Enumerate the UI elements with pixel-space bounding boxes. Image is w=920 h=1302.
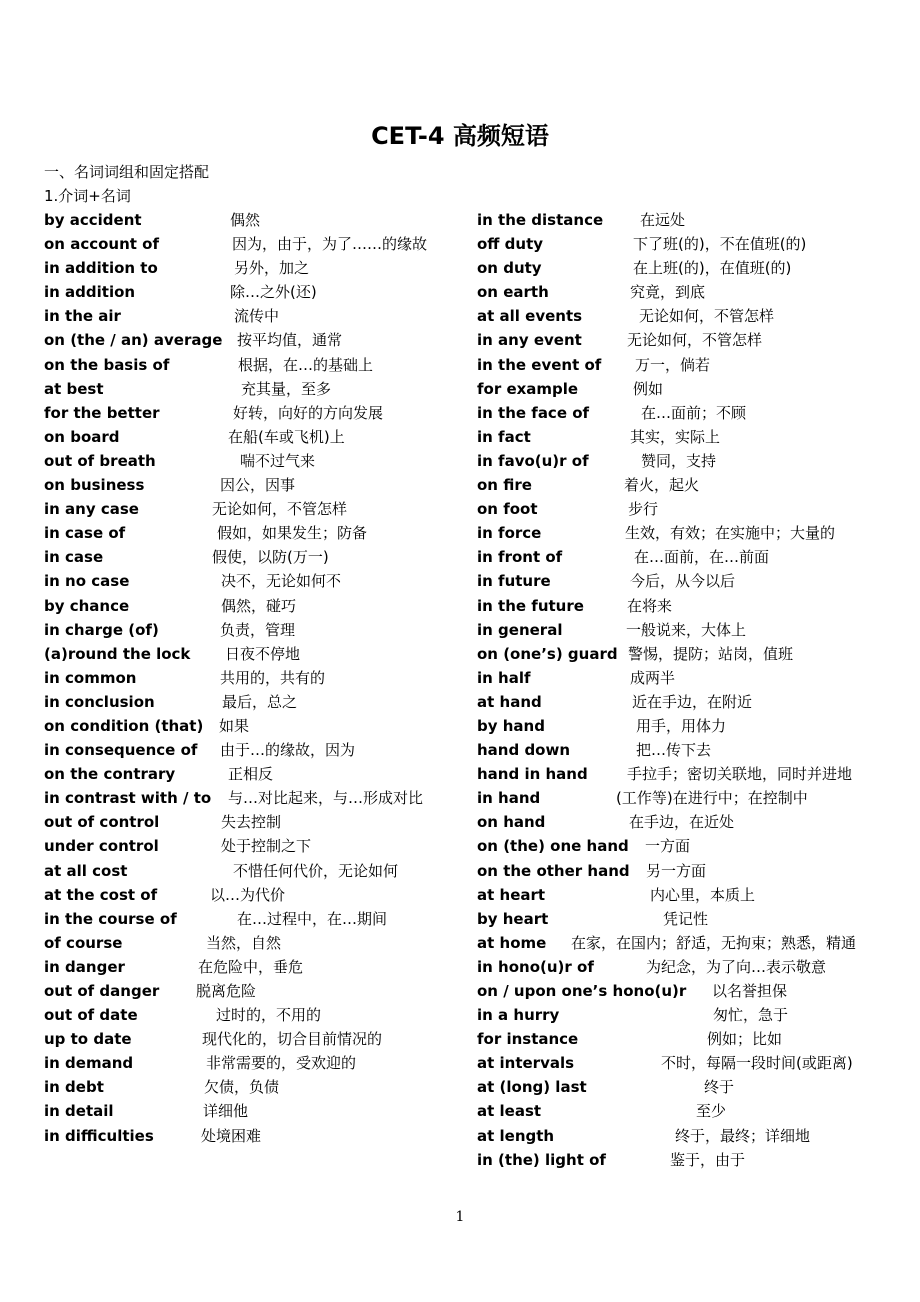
- phrase-chinese: 其实，实际上: [630, 427, 721, 446]
- phrase-english: in any event: [477, 331, 582, 350]
- phrase-row: [44, 258, 464, 282]
- phrase-row: [477, 210, 897, 234]
- phrase-english: on account of: [44, 235, 159, 254]
- phrase-english: in half: [477, 668, 531, 687]
- phrase-english: in hono(u)r of: [477, 957, 594, 976]
- phrase-english: out of control: [44, 813, 160, 832]
- phrase-row: [477, 234, 897, 258]
- phrase-row: [477, 403, 897, 427]
- phrase-row: [477, 306, 897, 330]
- phrase-row: [477, 692, 897, 716]
- phrase-row: [477, 764, 897, 788]
- phrase-chinese: 共用的，共有的: [220, 668, 326, 687]
- phrase-row: [44, 1077, 464, 1101]
- phrase-list-left: [44, 210, 464, 1150]
- phrase-row: [477, 499, 897, 523]
- phrase-row: [44, 1126, 464, 1150]
- phrase-chinese: 内心里，本质上: [650, 885, 756, 904]
- phrase-row: [477, 861, 897, 885]
- phrase-chinese: 近在手边，在附近: [632, 692, 753, 711]
- phrase-chinese: 在…过程中，在…期间: [237, 909, 388, 928]
- phrase-english: in the face of: [477, 403, 590, 422]
- phrase-english: in general: [477, 620, 563, 639]
- phrase-row: [477, 716, 897, 740]
- phrase-chinese: 如果: [219, 716, 250, 735]
- phrase-english: at (long) last: [477, 1078, 587, 1097]
- phrase-chinese: 欠债，负债: [204, 1078, 280, 1097]
- phrase-row: [477, 1029, 897, 1053]
- page-title: CET-4 高频短语: [371, 122, 549, 150]
- phrase-row: [477, 571, 897, 595]
- phrase-row: [44, 1053, 464, 1077]
- phrase-row: [477, 885, 897, 909]
- phrase-chinese: (工作等)在进行中；在控制中: [616, 789, 808, 808]
- phrase-row: [477, 547, 897, 571]
- phrase-chinese: 脱离危险: [196, 982, 257, 1000]
- phrase-chinese: 处于控制之下: [221, 837, 312, 856]
- phrase-chinese: 当然，自然: [206, 933, 282, 952]
- phrase-chinese: 生效，有效；在实施中；大量的: [625, 524, 836, 543]
- phrase-row: [44, 764, 464, 788]
- phrase-row: [477, 1150, 897, 1174]
- phrase-chinese: 今后，从今以后: [630, 572, 736, 591]
- page-number: 1: [455, 1209, 465, 1225]
- phrase-english: on / upon one’s hono(u)r: [477, 982, 687, 1000]
- phrase-english: in force: [477, 524, 542, 543]
- phrase-chinese: 好转，向好的方向发展: [233, 403, 384, 422]
- phrase-english: in no case: [44, 572, 130, 591]
- phrase-english: for instance: [477, 1030, 579, 1049]
- phrase-chinese: 除…之外(还): [230, 283, 317, 302]
- phrase-english: for the better: [44, 403, 160, 422]
- phrase-chinese: 根据，在…的基础上: [238, 355, 374, 374]
- phrase-english: in conclusion: [44, 692, 155, 711]
- phrase-english: at all events: [477, 307, 583, 326]
- section-heading: 一、名词词组和固定搭配: [44, 163, 210, 181]
- phrase-row: [477, 740, 897, 764]
- phrase-row: [44, 644, 464, 668]
- phrase-english: at home: [477, 933, 547, 952]
- phrase-row: [44, 306, 464, 330]
- phrase-english: by hand: [477, 716, 545, 735]
- phrase-row: [44, 427, 464, 451]
- phrase-english: in detail: [44, 1102, 114, 1121]
- phrase-chinese: 无论如何，不管怎样: [212, 500, 348, 519]
- phrase-chinese: 处境困难: [201, 1126, 262, 1145]
- phrase-row: [44, 909, 464, 933]
- phrase-english: out of danger: [44, 982, 160, 1000]
- phrase-english: by chance: [44, 596, 130, 615]
- phrase-row: [44, 812, 464, 836]
- phrase-chinese: 万一，倘若: [635, 355, 711, 374]
- phrase-row: [477, 451, 897, 475]
- phrase-row: [477, 812, 897, 836]
- phrase-english: in hand: [477, 789, 541, 808]
- phrase-chinese: 例如: [633, 379, 664, 398]
- phrase-chinese: 偶然: [230, 211, 261, 229]
- phrase-row: [44, 596, 464, 620]
- phrase-english: under control: [44, 837, 159, 856]
- phrase-row: [477, 788, 897, 812]
- phrase-chinese: 一方面: [645, 837, 691, 856]
- phrase-chinese: 成两半: [630, 668, 676, 687]
- phrase-english: in case of: [44, 524, 126, 543]
- phrase-row: [477, 933, 897, 957]
- phrase-chinese: 例如；比如: [707, 1030, 783, 1049]
- phrase-chinese: 另一方面: [646, 861, 707, 880]
- phrase-chinese: 凭记性: [663, 909, 709, 928]
- phrase-row: [44, 692, 464, 716]
- phrase-chinese: 在手边，在近处: [629, 813, 735, 832]
- phrase-row: [477, 427, 897, 451]
- phrase-row: [477, 836, 897, 860]
- phrase-list-right: [477, 210, 897, 1174]
- phrase-row: [44, 571, 464, 595]
- phrase-row: [477, 668, 897, 692]
- phrase-row: [477, 1005, 897, 1029]
- phrase-english: on foot: [477, 500, 538, 519]
- phrase-english: on the basis of: [44, 355, 170, 374]
- phrase-english: at least: [477, 1102, 542, 1121]
- phrase-row: [44, 282, 464, 306]
- phrase-row: [477, 330, 897, 354]
- phrase-chinese: 着火，起火: [624, 476, 700, 495]
- phrase-row: [44, 1005, 464, 1029]
- phrase-chinese: 在…面前；不顾: [641, 403, 747, 422]
- phrase-chinese: 终于: [704, 1078, 735, 1097]
- phrase-row: [477, 258, 897, 282]
- phrase-english: on the contrary: [44, 765, 176, 784]
- phrase-english: in future: [477, 572, 551, 591]
- phrase-row: [44, 788, 464, 812]
- phrase-chinese: 因公，因事: [220, 476, 296, 495]
- phrase-english: in addition: [44, 283, 136, 302]
- phrase-chinese: 无论如何，不管怎样: [627, 331, 763, 350]
- phrase-chinese: 在远处: [640, 211, 686, 229]
- phrase-chinese: 究竟，到底: [630, 283, 706, 302]
- phrase-chinese: 无论如何，不管怎样: [639, 307, 775, 326]
- phrase-chinese: 现代化的，切合目前情况的: [202, 1030, 383, 1049]
- phrase-chinese: 详细他: [203, 1102, 249, 1121]
- phrase-english: at best: [44, 379, 104, 398]
- phrase-chinese: 在…面前，在…前面: [634, 548, 770, 567]
- phrase-chinese: 不惜任何代价，无论如何: [233, 861, 399, 880]
- phrase-chinese: 偶然，碰巧: [221, 596, 297, 615]
- phrase-chinese: 以名誉担保: [712, 982, 788, 1000]
- phrase-chinese: 把…传下去: [636, 741, 712, 760]
- phrase-row: [44, 668, 464, 692]
- phrase-english: up to date: [44, 1030, 132, 1049]
- phrase-chinese: 终于，最终；详细地: [675, 1126, 811, 1145]
- phrase-english: in common: [44, 668, 137, 687]
- phrase-chinese: 以…为代价: [210, 885, 286, 904]
- phrase-chinese: 手拉手；密切关联地，同时并进地: [627, 765, 853, 784]
- phrase-english: on (the) one hand: [477, 837, 629, 856]
- phrase-english: for example: [477, 379, 579, 398]
- phrase-english: on the other hand: [477, 861, 630, 880]
- phrase-row: [477, 909, 897, 933]
- phrase-row: [477, 957, 897, 981]
- phrase-row: [44, 547, 464, 571]
- phrase-chinese: 过时的，不用的: [216, 1006, 322, 1025]
- phrase-english: in the event of: [477, 355, 602, 374]
- phrase-english: on board: [44, 427, 120, 446]
- phrase-row: [477, 1126, 897, 1150]
- phrase-chinese: 决不，无论如何不: [221, 572, 342, 591]
- phrase-english: on business: [44, 476, 145, 495]
- phrase-chinese: 在上班(的)，在值班(的): [633, 259, 792, 278]
- phrase-row: [44, 475, 464, 499]
- phrase-english: on hand: [477, 813, 546, 832]
- phrase-english: in front of: [477, 548, 563, 567]
- phrase-row: [44, 403, 464, 427]
- phrase-english: in charge (of): [44, 620, 159, 639]
- phrase-chinese: 非常需要的，受欢迎的: [206, 1054, 357, 1073]
- phrase-english: in any case: [44, 500, 139, 519]
- phrase-english: at intervals: [477, 1054, 575, 1073]
- phrase-english: in difficulties: [44, 1126, 154, 1145]
- phrase-row: [44, 957, 464, 981]
- phrase-chinese: 在危险中，垂危: [198, 957, 304, 976]
- phrase-row: [477, 523, 897, 547]
- phrase-english: in a hurry: [477, 1006, 560, 1025]
- phrase-row: [477, 1077, 897, 1101]
- phrase-english: in contrast with / to: [44, 789, 212, 808]
- phrase-chinese: 喘不过气来: [240, 451, 316, 470]
- phrase-row: [44, 499, 464, 523]
- phrase-chinese: 赞同，支持: [641, 451, 717, 470]
- phrase-chinese: 一般说来，大体上: [626, 620, 747, 639]
- phrase-chinese: 正相反: [228, 765, 274, 784]
- phrase-row: [477, 596, 897, 620]
- phrase-row: [477, 981, 897, 1005]
- phrase-row: [44, 836, 464, 860]
- phrase-row: [44, 355, 464, 379]
- phrase-english: in the distance: [477, 211, 604, 229]
- phrase-english: by accident: [44, 211, 142, 229]
- phrase-english: on condition (that): [44, 716, 204, 735]
- phrase-chinese: 最后，总之: [222, 692, 298, 711]
- phrase-english: on duty: [477, 259, 542, 278]
- phrase-row: [44, 234, 464, 258]
- phrase-english: at hand: [477, 692, 542, 711]
- phrase-row: [44, 981, 464, 1005]
- phrase-row: [44, 716, 464, 740]
- phrase-row: [477, 475, 897, 499]
- phrase-chinese: 因为，由于，为了……的缘故: [232, 235, 428, 254]
- phrase-english: in addition to: [44, 259, 158, 278]
- phrase-english: hand in hand: [477, 765, 588, 784]
- phrase-row: [44, 379, 464, 403]
- phrase-row: [44, 1029, 464, 1053]
- phrase-row: [44, 330, 464, 354]
- phrase-chinese: 按平均值，通常: [237, 331, 343, 350]
- phrase-row: [44, 1101, 464, 1125]
- phrase-english: in debt: [44, 1078, 104, 1097]
- phrase-english: on fire: [477, 476, 532, 495]
- phrase-row: [477, 620, 897, 644]
- phrase-english: (a)round the lock: [44, 644, 191, 663]
- phrase-chinese: 步行: [628, 500, 659, 519]
- phrase-english: out of date: [44, 1006, 138, 1025]
- phrase-row: [44, 620, 464, 644]
- phrase-chinese: 假使，以防(万一): [212, 548, 329, 567]
- phrase-chinese: 匆忙，急于: [713, 1006, 789, 1025]
- phrase-chinese: 不时，每隔一段时间(或距离): [661, 1054, 853, 1073]
- phrase-english: in (the) light of: [477, 1150, 606, 1169]
- phrase-english: off duty: [477, 235, 544, 254]
- phrase-row: [44, 451, 464, 475]
- phrase-row: [44, 523, 464, 547]
- phrase-chinese: 流传中: [234, 307, 280, 326]
- phrase-english: in demand: [44, 1054, 134, 1073]
- phrase-chinese: 与…对比起来，与…形成对比: [228, 789, 424, 808]
- phrase-english: at the cost of: [44, 885, 158, 904]
- phrase-chinese: 由于…的缘故，因为: [220, 741, 356, 760]
- phrase-chinese: 下了班(的)，不在值班(的): [633, 235, 807, 254]
- phrase-english: in the future: [477, 596, 584, 615]
- subsection-heading: 1.介词+名词: [44, 187, 131, 205]
- phrase-english: hand down: [477, 741, 571, 760]
- phrase-row: [44, 861, 464, 885]
- phrase-chinese: 在将来: [627, 596, 673, 615]
- phrase-english: by heart: [477, 909, 549, 928]
- phrase-row: [44, 210, 464, 234]
- phrase-chinese: 充其量，至多: [241, 379, 332, 398]
- phrase-english: out of breath: [44, 451, 156, 470]
- phrase-english: at all cost: [44, 861, 128, 880]
- phrase-chinese: 负责，管理: [220, 620, 296, 639]
- phrase-english: in case: [44, 548, 104, 567]
- phrase-chinese: 至少: [696, 1102, 727, 1121]
- phrase-row: [477, 379, 897, 403]
- phrase-chinese: 在家，在国内；舒适，无拘束；熟悉，精通: [571, 933, 857, 952]
- phrase-english: on earth: [477, 283, 549, 302]
- phrase-row: [477, 644, 897, 668]
- phrase-english: in consequence of: [44, 741, 198, 760]
- phrase-english: in fact: [477, 427, 531, 446]
- phrase-english: in favo(u)r of: [477, 451, 589, 470]
- phrase-chinese: 鉴于，由于: [670, 1150, 746, 1169]
- phrase-english: in danger: [44, 957, 125, 976]
- phrase-row: [477, 282, 897, 306]
- phrase-english: on (one’s) guard: [477, 644, 618, 663]
- phrase-row: [44, 885, 464, 909]
- phrase-row: [477, 1101, 897, 1125]
- phrase-chinese: 假如，如果发生；防备: [217, 524, 368, 543]
- phrase-english: in the course of: [44, 909, 177, 928]
- phrase-english: in the air: [44, 307, 121, 326]
- phrase-row: [44, 740, 464, 764]
- phrase-chinese: 用手，用体力: [636, 716, 727, 735]
- phrase-chinese: 失去控制: [221, 813, 282, 832]
- phrase-english: of course: [44, 933, 123, 952]
- phrase-chinese: 为纪念，为了向…表示敬意: [646, 957, 827, 976]
- phrase-row: [44, 933, 464, 957]
- phrase-row: [477, 355, 897, 379]
- phrase-chinese: 日夜不停地: [225, 644, 301, 663]
- phrase-english: at length: [477, 1126, 555, 1145]
- phrase-row: [477, 1053, 897, 1077]
- phrase-chinese: 警惕，提防；站岗，值班: [628, 644, 794, 663]
- phrase-english: at heart: [477, 885, 546, 904]
- phrase-english: on (the / an) average: [44, 331, 223, 350]
- phrase-chinese: 另外，加之: [234, 259, 310, 278]
- phrase-chinese: 在船(车或飞机)上: [228, 427, 345, 446]
